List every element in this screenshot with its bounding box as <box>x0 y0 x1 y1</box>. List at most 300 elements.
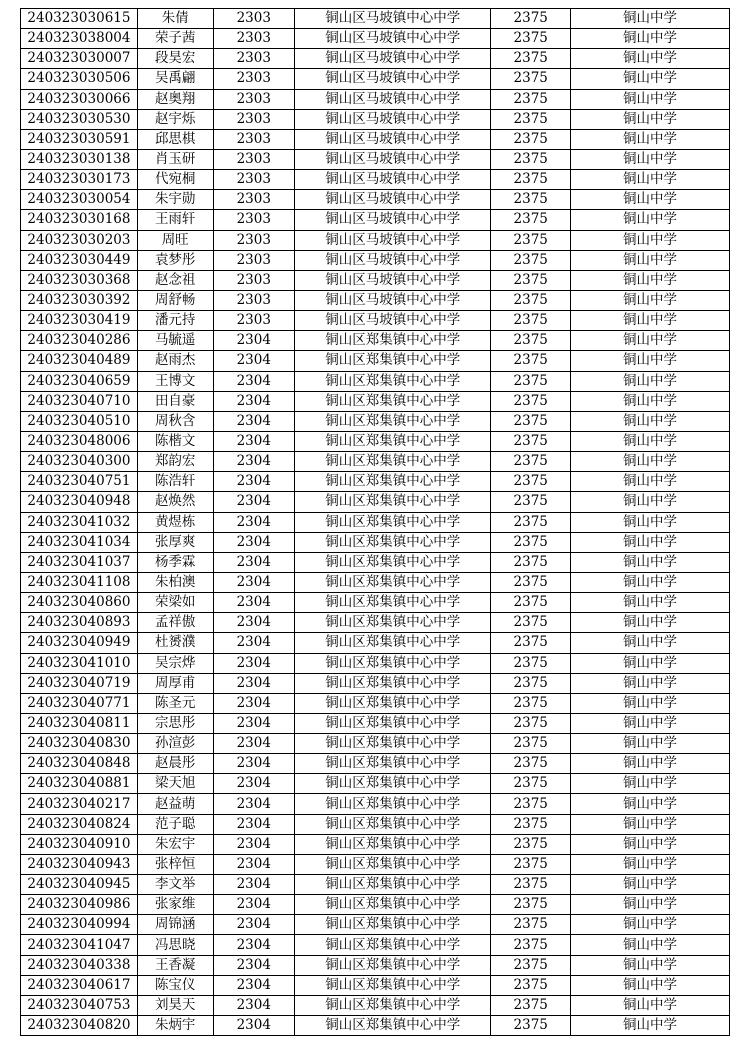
school-name-cell: 铜山区马坡镇中心中学 <box>295 210 491 230</box>
score-cell: 2375 <box>491 29 571 49</box>
admitted-school-cell: 铜山中学 <box>570 693 729 713</box>
school-code-cell: 2304 <box>213 854 295 874</box>
school-code-cell: 2304 <box>213 431 295 451</box>
table-row <box>21 895 730 915</box>
score-cell: 2375 <box>491 975 571 995</box>
school-code-cell: 2304 <box>213 754 295 774</box>
table-row <box>21 311 730 331</box>
admitted-school-cell: 铜山中学 <box>570 89 729 109</box>
admitted-school-cell: 铜山中学 <box>570 532 729 552</box>
student-id-cell: 240323030392 <box>21 290 138 310</box>
student-name-cell: 王雨轩 <box>137 210 213 230</box>
student-id-cell: 240323040751 <box>21 472 138 492</box>
score-cell: 2375 <box>491 431 571 451</box>
admitted-school-cell: 铜山中学 <box>570 351 729 371</box>
student-id-cell: 240323030203 <box>21 230 138 250</box>
school-name-cell: 铜山区马坡镇中心中学 <box>295 190 491 210</box>
score-cell: 2375 <box>491 754 571 774</box>
school-name-cell: 铜山区郑集镇中心中学 <box>295 713 491 733</box>
school-name-cell: 铜山区郑集镇中心中学 <box>295 693 491 713</box>
score-cell: 2375 <box>491 1016 571 1036</box>
school-code-cell: 2303 <box>213 190 295 210</box>
school-code-cell: 2303 <box>213 89 295 109</box>
student-id-cell: 240323040510 <box>21 411 138 431</box>
student-name-cell: 梁天旭 <box>137 774 213 794</box>
score-cell: 2375 <box>491 693 571 713</box>
table-body <box>21 9 730 1036</box>
school-code-cell: 2304 <box>213 351 295 371</box>
school-code-cell: 2303 <box>213 270 295 290</box>
school-code-cell: 2304 <box>213 532 295 552</box>
student-id-cell: 240323030066 <box>21 89 138 109</box>
score-cell: 2375 <box>491 290 571 310</box>
student-id-cell: 240323040945 <box>21 875 138 895</box>
admitted-school-cell: 铜山中学 <box>570 270 729 290</box>
school-name-cell: 铜山区马坡镇中心中学 <box>295 29 491 49</box>
score-cell: 2375 <box>491 915 571 935</box>
student-name-cell: 张家维 <box>137 895 213 915</box>
admitted-school-cell: 铜山中学 <box>570 834 729 854</box>
student-id-cell: 240323040710 <box>21 391 138 411</box>
school-code-cell: 2303 <box>213 170 295 190</box>
table-row <box>21 250 730 270</box>
score-cell: 2375 <box>491 170 571 190</box>
student-id-cell: 240323030449 <box>21 250 138 270</box>
admitted-school-cell: 铜山中学 <box>570 512 729 532</box>
student-name-cell: 孙渲彭 <box>137 734 213 754</box>
school-code-cell: 2304 <box>213 593 295 613</box>
admitted-school-cell: 铜山中学 <box>570 472 729 492</box>
student-id-cell: 240323030007 <box>21 49 138 69</box>
student-id-cell: 240323040943 <box>21 854 138 874</box>
school-name-cell: 铜山区郑集镇中心中学 <box>295 492 491 512</box>
student-id-cell: 240323041010 <box>21 653 138 673</box>
school-name-cell: 铜山区郑集镇中心中学 <box>295 593 491 613</box>
student-id-cell: 240323040994 <box>21 915 138 935</box>
admitted-school-cell: 铜山中学 <box>570 170 729 190</box>
school-code-cell: 2304 <box>213 794 295 814</box>
school-name-cell: 铜山区郑集镇中心中学 <box>295 895 491 915</box>
school-name-cell: 铜山区郑集镇中心中学 <box>295 1016 491 1036</box>
admitted-school-cell: 铜山中学 <box>570 29 729 49</box>
admission-table <box>20 8 730 1036</box>
school-code-cell: 2303 <box>213 109 295 129</box>
student-name-cell: 荣子茜 <box>137 29 213 49</box>
school-code-cell: 2303 <box>213 9 295 29</box>
score-cell: 2375 <box>491 230 571 250</box>
school-name-cell: 铜山区马坡镇中心中学 <box>295 230 491 250</box>
student-id-cell: 240323040830 <box>21 734 138 754</box>
student-name-cell: 张厚爽 <box>137 532 213 552</box>
student-id-cell: 240323038004 <box>21 29 138 49</box>
student-name-cell: 范子聪 <box>137 814 213 834</box>
admitted-school-cell: 铜山中学 <box>570 572 729 592</box>
admitted-school-cell: 铜山中学 <box>570 149 729 169</box>
school-name-cell: 铜山区郑集镇中心中学 <box>295 915 491 935</box>
student-name-cell: 赵雨杰 <box>137 351 213 371</box>
admitted-school-cell: 铜山中学 <box>570 1016 729 1036</box>
table-row <box>21 713 730 733</box>
score-cell: 2375 <box>491 814 571 834</box>
student-id-cell: 240323040986 <box>21 895 138 915</box>
school-code-cell: 2304 <box>213 411 295 431</box>
score-cell: 2375 <box>491 774 571 794</box>
school-code-cell: 2304 <box>213 371 295 391</box>
score-cell: 2375 <box>491 391 571 411</box>
student-name-cell: 段昊宏 <box>137 49 213 69</box>
school-name-cell: 铜山区郑集镇中心中学 <box>295 774 491 794</box>
school-code-cell: 2304 <box>213 713 295 733</box>
student-id-cell: 240323030506 <box>21 69 138 89</box>
table-row <box>21 955 730 975</box>
admitted-school-cell: 铜山中学 <box>570 371 729 391</box>
admitted-school-cell: 铜山中学 <box>570 653 729 673</box>
table-row <box>21 995 730 1015</box>
school-name-cell: 铜山区马坡镇中心中学 <box>295 69 491 89</box>
admitted-school-cell: 铜山中学 <box>570 995 729 1015</box>
student-id-cell: 240323040719 <box>21 673 138 693</box>
table-row <box>21 754 730 774</box>
student-id-cell: 240323030168 <box>21 210 138 230</box>
table-row <box>21 814 730 834</box>
score-cell: 2375 <box>491 129 571 149</box>
admitted-school-cell: 铜山中学 <box>570 210 729 230</box>
school-name-cell: 铜山区郑集镇中心中学 <box>295 653 491 673</box>
student-name-cell: 朱倩 <box>137 9 213 29</box>
table-row <box>21 210 730 230</box>
school-name-cell: 铜山区马坡镇中心中学 <box>295 290 491 310</box>
table-row <box>21 290 730 310</box>
score-cell: 2375 <box>491 794 571 814</box>
score-cell: 2375 <box>491 452 571 472</box>
student-name-cell: 陈圣元 <box>137 693 213 713</box>
student-id-cell: 240323040948 <box>21 492 138 512</box>
student-id-cell: 240323040300 <box>21 452 138 472</box>
school-name-cell: 铜山区郑集镇中心中学 <box>295 572 491 592</box>
student-id-cell: 240323040771 <box>21 693 138 713</box>
school-name-cell: 铜山区马坡镇中心中学 <box>295 270 491 290</box>
school-code-cell: 2303 <box>213 311 295 331</box>
score-cell: 2375 <box>491 492 571 512</box>
school-code-cell: 2303 <box>213 250 295 270</box>
score-cell: 2375 <box>491 673 571 693</box>
student-name-cell: 陈宝仪 <box>137 975 213 995</box>
student-id-cell: 240323040848 <box>21 754 138 774</box>
school-name-cell: 铜山区郑集镇中心中学 <box>295 331 491 351</box>
school-code-cell: 2304 <box>213 331 295 351</box>
admitted-school-cell: 铜山中学 <box>570 190 729 210</box>
student-name-cell: 赵宇烁 <box>137 109 213 129</box>
student-id-cell: 240323041108 <box>21 572 138 592</box>
school-name-cell: 铜山区郑集镇中心中学 <box>295 452 491 472</box>
score-cell: 2375 <box>491 854 571 874</box>
school-name-cell: 铜山区马坡镇中心中学 <box>295 170 491 190</box>
student-id-cell: 240323030138 <box>21 149 138 169</box>
school-name-cell: 铜山区郑集镇中心中学 <box>295 995 491 1015</box>
table-row <box>21 552 730 572</box>
school-name-cell: 铜山区马坡镇中心中学 <box>295 49 491 69</box>
school-name-cell: 铜山区马坡镇中心中学 <box>295 311 491 331</box>
student-id-cell: 240323030615 <box>21 9 138 29</box>
admitted-school-cell: 铜山中学 <box>570 69 729 89</box>
student-id-cell: 240323040617 <box>21 975 138 995</box>
student-name-cell: 荣梁如 <box>137 593 213 613</box>
admitted-school-cell: 铜山中学 <box>570 915 729 935</box>
school-code-cell: 2304 <box>213 452 295 472</box>
table-row <box>21 452 730 472</box>
table-row <box>21 109 730 129</box>
school-name-cell: 铜山区马坡镇中心中学 <box>295 9 491 29</box>
table-row <box>21 411 730 431</box>
school-name-cell: 铜山区郑集镇中心中学 <box>295 552 491 572</box>
table-row <box>21 331 730 351</box>
admitted-school-cell: 铜山中学 <box>570 109 729 129</box>
student-id-cell: 240323040860 <box>21 593 138 613</box>
school-code-cell: 2304 <box>213 895 295 915</box>
admitted-school-cell: 铜山中学 <box>570 854 729 874</box>
school-code-cell: 2304 <box>213 875 295 895</box>
student-id-cell: 240323041037 <box>21 552 138 572</box>
score-cell: 2375 <box>491 210 571 230</box>
table-row <box>21 371 730 391</box>
admitted-school-cell: 铜山中学 <box>570 129 729 149</box>
school-name-cell: 铜山区郑集镇中心中学 <box>295 754 491 774</box>
table-row <box>21 854 730 874</box>
admitted-school-cell: 铜山中学 <box>570 593 729 613</box>
student-id-cell: 240323040949 <box>21 633 138 653</box>
admitted-school-cell: 铜山中学 <box>570 814 729 834</box>
school-code-cell: 2304 <box>213 492 295 512</box>
score-cell: 2375 <box>491 834 571 854</box>
school-code-cell: 2303 <box>213 69 295 89</box>
school-name-cell: 铜山区郑集镇中心中学 <box>295 814 491 834</box>
score-cell: 2375 <box>491 351 571 371</box>
school-code-cell: 2304 <box>213 552 295 572</box>
student-name-cell: 邱思棋 <box>137 129 213 149</box>
school-code-cell: 2304 <box>213 774 295 794</box>
student-name-cell: 张梓恒 <box>137 854 213 874</box>
school-code-cell: 2303 <box>213 149 295 169</box>
score-cell: 2375 <box>491 875 571 895</box>
student-name-cell: 宗思彤 <box>137 713 213 733</box>
table-row <box>21 129 730 149</box>
school-name-cell: 铜山区马坡镇中心中学 <box>295 149 491 169</box>
school-code-cell: 2304 <box>213 975 295 995</box>
admitted-school-cell: 铜山中学 <box>570 875 729 895</box>
student-name-cell: 周厚甫 <box>137 673 213 693</box>
student-name-cell: 赵晨彤 <box>137 754 213 774</box>
school-name-cell: 铜山区郑集镇中心中学 <box>295 854 491 874</box>
student-id-cell: 240323030054 <box>21 190 138 210</box>
admitted-school-cell: 铜山中学 <box>570 411 729 431</box>
table-row <box>21 734 730 754</box>
table-row <box>21 9 730 29</box>
table-row <box>21 613 730 633</box>
score-cell: 2375 <box>491 653 571 673</box>
student-id-cell: 240323040338 <box>21 955 138 975</box>
school-code-cell: 2303 <box>213 290 295 310</box>
score-cell: 2375 <box>491 572 571 592</box>
admitted-school-cell: 铜山中学 <box>570 552 729 572</box>
school-code-cell: 2304 <box>213 633 295 653</box>
student-name-cell: 肖玉研 <box>137 149 213 169</box>
admitted-school-cell: 铜山中学 <box>570 49 729 69</box>
student-id-cell: 240323040893 <box>21 613 138 633</box>
student-name-cell: 冯思晓 <box>137 935 213 955</box>
table-row <box>21 633 730 653</box>
student-name-cell: 赵奥翔 <box>137 89 213 109</box>
score-cell: 2375 <box>491 109 571 129</box>
table-row <box>21 532 730 552</box>
table-row <box>21 512 730 532</box>
admitted-school-cell: 铜山中学 <box>570 794 729 814</box>
table-row <box>21 653 730 673</box>
admitted-school-cell: 铜山中学 <box>570 492 729 512</box>
student-id-cell: 240323041034 <box>21 532 138 552</box>
admitted-school-cell: 铜山中学 <box>570 633 729 653</box>
school-name-cell: 铜山区郑集镇中心中学 <box>295 411 491 431</box>
student-name-cell: 王香凝 <box>137 955 213 975</box>
score-cell: 2375 <box>491 955 571 975</box>
school-name-cell: 铜山区马坡镇中心中学 <box>295 109 491 129</box>
student-name-cell: 黄煜栋 <box>137 512 213 532</box>
score-cell: 2375 <box>491 9 571 29</box>
school-code-cell: 2304 <box>213 472 295 492</box>
table-row <box>21 89 730 109</box>
student-id-cell: 240323030419 <box>21 311 138 331</box>
score-cell: 2375 <box>491 995 571 1015</box>
school-name-cell: 铜山区郑集镇中心中学 <box>295 834 491 854</box>
student-name-cell: 潘元持 <box>137 311 213 331</box>
student-id-cell: 240323030591 <box>21 129 138 149</box>
student-name-cell: 李文举 <box>137 875 213 895</box>
score-cell: 2375 <box>491 371 571 391</box>
student-name-cell: 刘昊天 <box>137 995 213 1015</box>
student-id-cell: 240323040217 <box>21 794 138 814</box>
score-cell: 2375 <box>491 633 571 653</box>
school-code-cell: 2304 <box>213 572 295 592</box>
student-id-cell: 240323040811 <box>21 713 138 733</box>
student-name-cell: 王博文 <box>137 371 213 391</box>
school-name-cell: 铜山区郑集镇中心中学 <box>295 935 491 955</box>
student-name-cell: 赵益萌 <box>137 794 213 814</box>
admitted-school-cell: 铜山中学 <box>570 754 729 774</box>
admitted-school-cell: 铜山中学 <box>570 613 729 633</box>
score-cell: 2375 <box>491 411 571 431</box>
table-row <box>21 170 730 190</box>
admitted-school-cell: 铜山中学 <box>570 230 729 250</box>
school-name-cell: 铜山区郑集镇中心中学 <box>295 875 491 895</box>
school-name-cell: 铜山区郑集镇中心中学 <box>295 794 491 814</box>
student-name-cell: 朱炳宇 <box>137 1016 213 1036</box>
table-row <box>21 935 730 955</box>
school-name-cell: 铜山区马坡镇中心中学 <box>295 250 491 270</box>
table-row <box>21 915 730 935</box>
school-code-cell: 2304 <box>213 834 295 854</box>
table-row <box>21 230 730 250</box>
table-row <box>21 1016 730 1036</box>
student-name-cell: 代宛桐 <box>137 170 213 190</box>
school-name-cell: 铜山区郑集镇中心中学 <box>295 955 491 975</box>
admitted-school-cell: 铜山中学 <box>570 250 729 270</box>
school-code-cell: 2304 <box>213 1016 295 1036</box>
student-name-cell: 朱宏宇 <box>137 834 213 854</box>
student-id-cell: 240323040820 <box>21 1016 138 1036</box>
school-code-cell: 2304 <box>213 673 295 693</box>
score-cell: 2375 <box>491 190 571 210</box>
student-id-cell: 240323030368 <box>21 270 138 290</box>
table-row <box>21 391 730 411</box>
school-name-cell: 铜山区郑集镇中心中学 <box>295 532 491 552</box>
school-code-cell: 2303 <box>213 129 295 149</box>
admitted-school-cell: 铜山中学 <box>570 290 729 310</box>
student-name-cell: 田自豪 <box>137 391 213 411</box>
student-name-cell: 周锦涵 <box>137 915 213 935</box>
score-cell: 2375 <box>491 734 571 754</box>
school-name-cell: 铜山区郑集镇中心中学 <box>295 734 491 754</box>
score-cell: 2375 <box>491 532 571 552</box>
student-name-cell: 杨季霖 <box>137 552 213 572</box>
table-row <box>21 834 730 854</box>
student-id-cell: 240323030530 <box>21 109 138 129</box>
admitted-school-cell: 铜山中学 <box>570 331 729 351</box>
table-row <box>21 492 730 512</box>
score-cell: 2375 <box>491 552 571 572</box>
student-name-cell: 周旺 <box>137 230 213 250</box>
student-id-cell: 240323030173 <box>21 170 138 190</box>
school-name-cell: 铜山区郑集镇中心中学 <box>295 512 491 532</box>
school-name-cell: 铜山区郑集镇中心中学 <box>295 613 491 633</box>
table-row <box>21 572 730 592</box>
score-cell: 2375 <box>491 895 571 915</box>
table-row <box>21 270 730 290</box>
admitted-school-cell: 铜山中学 <box>570 431 729 451</box>
school-name-cell: 铜山区郑集镇中心中学 <box>295 633 491 653</box>
table-row <box>21 69 730 89</box>
student-name-cell: 周秋含 <box>137 411 213 431</box>
school-name-cell: 铜山区郑集镇中心中学 <box>295 472 491 492</box>
score-cell: 2375 <box>491 49 571 69</box>
score-cell: 2375 <box>491 149 571 169</box>
student-id-cell: 240323040753 <box>21 995 138 1015</box>
school-name-cell: 铜山区郑集镇中心中学 <box>295 351 491 371</box>
score-cell: 2375 <box>491 69 571 89</box>
table-row <box>21 693 730 713</box>
student-id-cell: 240323048006 <box>21 431 138 451</box>
admitted-school-cell: 铜山中学 <box>570 311 729 331</box>
admitted-school-cell: 铜山中学 <box>570 673 729 693</box>
student-name-cell: 陈楷文 <box>137 431 213 451</box>
student-name-cell: 周舒畅 <box>137 290 213 310</box>
admitted-school-cell: 铜山中学 <box>570 955 729 975</box>
school-code-cell: 2303 <box>213 49 295 69</box>
table-row <box>21 431 730 451</box>
school-name-cell: 铜山区郑集镇中心中学 <box>295 371 491 391</box>
student-id-cell: 240323040286 <box>21 331 138 351</box>
table-row <box>21 774 730 794</box>
school-code-cell: 2304 <box>213 814 295 834</box>
admitted-school-cell: 铜山中学 <box>570 935 729 955</box>
table-row <box>21 29 730 49</box>
school-code-cell: 2304 <box>213 613 295 633</box>
score-cell: 2375 <box>491 512 571 532</box>
student-id-cell: 240323040910 <box>21 834 138 854</box>
score-cell: 2375 <box>491 935 571 955</box>
student-id-cell: 240323041032 <box>21 512 138 532</box>
student-name-cell: 陈浩轩 <box>137 472 213 492</box>
table-row <box>21 794 730 814</box>
admitted-school-cell: 铜山中学 <box>570 975 729 995</box>
